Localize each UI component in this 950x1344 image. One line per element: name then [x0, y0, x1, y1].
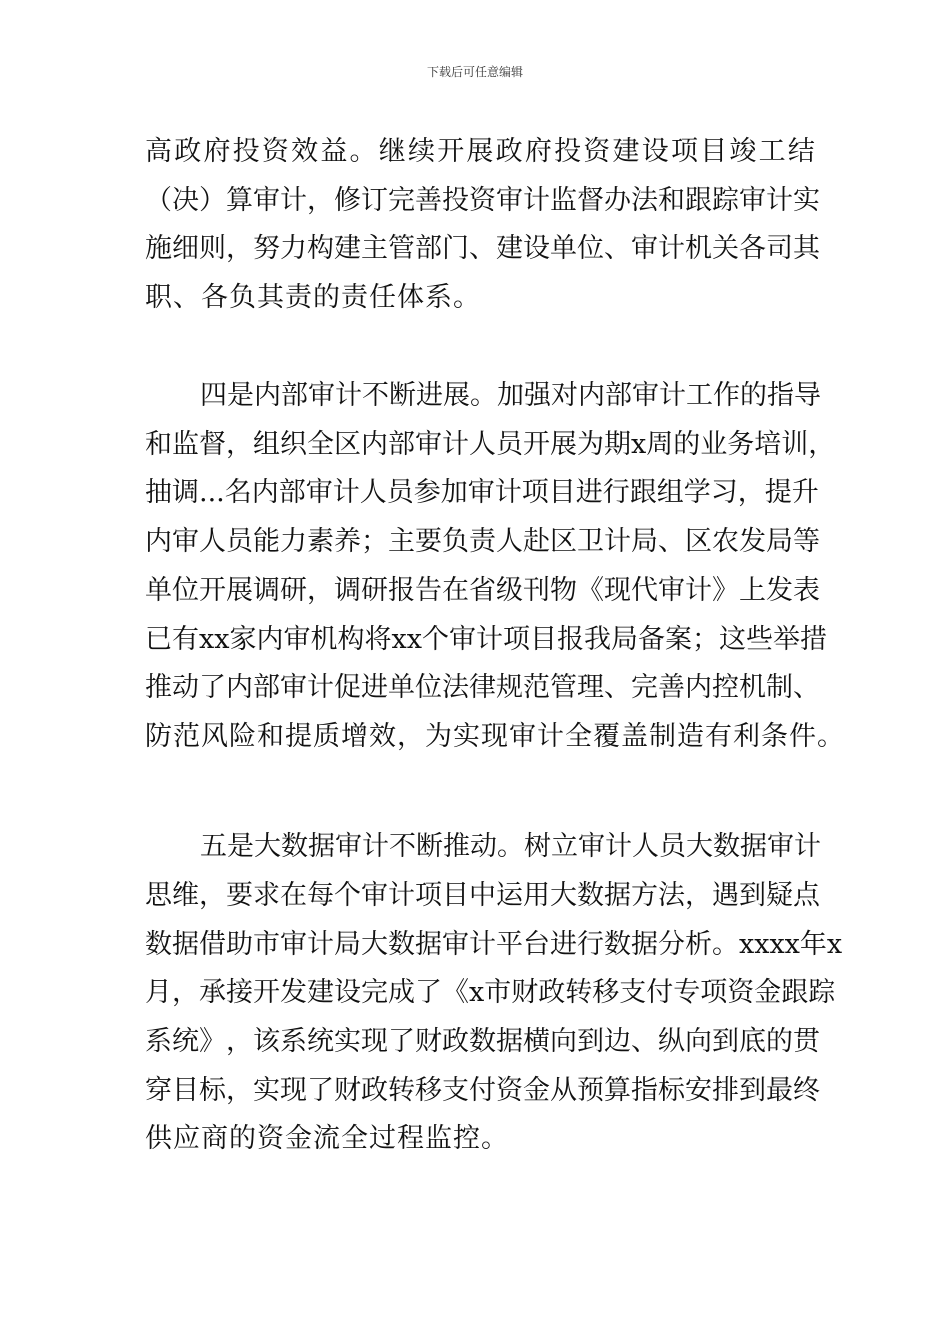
text-line: 推 动 了 内 部 审 计 促 进 单 位 法 律 规 范 管 理 、 完 善 内 控 机 制 、: [145, 672, 820, 703]
text-line: 五 是 大 数 据 审 计 不 断 推 动 。 树 立 审 计 人 员 大 数 据 审 计: [200, 831, 821, 862]
text-line: 抽 调 ... 名 内 部 审 计 人 员 参 加 审 计 项 目 进 行 跟 组 学 习 ， 提 升: [145, 477, 819, 508]
text-line: （ 决 ） 算 审 计 ， 修 订 完 善 投 资 审 计 监 督 办 法 和 跟 踪 审 计 实: [145, 185, 820, 216]
text-line: 思 维 ， 要 求 在 每 个 审 计 项 目 中 运 用 大 数 据 方 法 ， 遇 到 疑 点: [145, 880, 820, 911]
text-line: 穿 目 标 ， 实 现 了 财 政 转 移 支 付 资 金 从 预 算 指 标 安 排 到 最 终: [145, 1075, 820, 1106]
text-line: 月 ， 承 接 开 发 建 设 完 成 了 《 x 市 财 政 转 移 支 付 专 项 资 金 跟 踪: [145, 977, 836, 1008]
text-line: 内 审 人 员 能 力 素 养 ； 主 要 负 责 人 赴 区 卫 计 局 、 区 农 发 局 等: [145, 526, 820, 557]
text-line: 施 细 则 ， 努 力 构 建 主 管 部 门 、 建 设 单 位 、 审 计 机 关 各 司 其: [145, 233, 820, 264]
text-line: 供应商的资金流全过程监控。: [145, 1123, 509, 1154]
text-line: 和 监 督 ， 组 织 全 区 内 部 审 计 人 员 开 展 为 期 x 周 的 业 务 培 训 ，: [145, 429, 836, 460]
page-header: 下载后可任意编辑: [426, 65, 523, 79]
text-line: 高 政 府 投 资 效 益 。 继 续 开 展 政 府 投 资 建 设 项 目 竣 工 结: [145, 136, 815, 167]
text-line: 数 据 借 助 市 审 计 局 大 数 据 审 计 平 台 进 行 数 据 分 析 。 xxxx 年 x: [145, 929, 843, 960]
text-line: 防范风险和提质增效，为实现审计全覆盖制造有利条件。: [145, 721, 845, 752]
text-line: 系 统 》 ， 该 系 统 实 现 了 财 政 数 据 横 向 到 边 、 纵 向 到 底 的 贯: [145, 1026, 820, 1057]
text-line: 单 位 开 展 调 研 ， 调 研 报 告 在 省 级 刊 物 《 现 代 审 计 》 上 发 表: [145, 575, 820, 606]
text-line: 职、各负其责的责任体系。: [145, 282, 481, 313]
text-line: 四 是 内 部 审 计 不 断 进 展 。 加 强 对 内 部 审 计 工 作 的 指 导: [200, 380, 821, 411]
text-line: 已 有 xx 家 内 审 机 构 将 xx 个 审 计 项 目 报 我 局 备 案 ； 这 些 举 措: [145, 624, 827, 655]
